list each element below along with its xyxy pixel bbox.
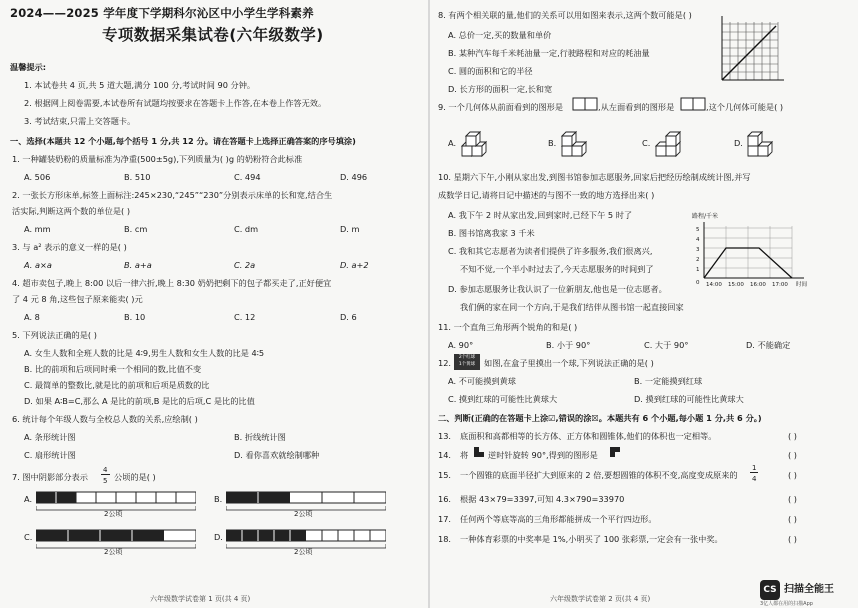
q15-number: 15. <box>438 470 452 480</box>
q1-option-d: D. 496 <box>340 172 368 182</box>
q6-option-d: D. 看你喜欢就绘制哪种 <box>234 450 320 460</box>
q4-option-b: B. 10 <box>124 312 146 322</box>
q14-paren: ( ) <box>788 450 797 460</box>
q12-number: 12. <box>438 358 452 368</box>
q4-option-a: A. 8 <box>24 312 40 322</box>
q9-label-b: B. <box>548 138 557 148</box>
q17-number: 17. <box>438 514 452 524</box>
q15-frac-bar <box>750 472 758 473</box>
q6-stem: 6. 统计每个年级人数与全校总人数的关系,应绘制( ) <box>12 414 198 424</box>
q10-option-c-1: C. 我和其它志愿者为读者们提供了许多服务,我们很离兴, <box>448 246 653 256</box>
tip-3: 3. 考试结束,只需上交答题卡。 <box>24 116 136 126</box>
q8-option-b: B. 某种汽车每千米耗油量一定,行驶路程和对应的耗油量 <box>448 48 650 58</box>
q10-ytick-5: 5 <box>696 227 700 233</box>
q16-number: 16. <box>438 494 452 504</box>
q7-label-d: D. <box>214 532 223 542</box>
q11-option-d: D. 不能确定 <box>746 340 791 350</box>
q13-paren: ( ) <box>788 431 797 441</box>
q7-label-a: A. <box>24 494 33 504</box>
q4-stem-line1: 4. 超市卖包子,晚上 8:00 以后一律六折,晚上 8:30 奶奶把剩下的包子都买走了,正好便宜 <box>12 278 332 288</box>
q18-text: 一种体育彩票的中奖率是 1%,小明买了 100 张彩票,一定会有一张中奖。 <box>460 534 723 544</box>
q10-ytick-2: 2 <box>696 257 700 263</box>
q9-front-view <box>572 97 598 111</box>
q10-graph-ylabel: 路程/千米 <box>692 213 719 220</box>
q5-stem: 5. 下列说法正确的是( ) <box>12 330 97 340</box>
scanner-watermark <box>760 578 852 606</box>
tip-2: 2. 根据网上阅卷需要,本试卷所有试题均按要求在答题卡上作答,在本卷上作答无效。 <box>24 98 327 108</box>
q10-option-d-1: D. 参加志愿服务让我认识了一位新朋友,他也是一位志愿者。 <box>448 284 667 294</box>
q6-option-b: B. 折线统计图 <box>234 432 286 442</box>
q4-option-d: D. 6 <box>340 312 357 322</box>
q7-label-c: C. <box>24 532 33 542</box>
q8-graph <box>714 14 786 88</box>
q10-ytick-4: 4 <box>696 237 700 243</box>
scanner-app-name: 扫描全能王 <box>784 584 834 595</box>
q13-number: 13. <box>438 431 452 441</box>
q14-text-b: 逆时针旋转 90°,得到的图形是 <box>488 450 598 460</box>
q5-option-a: A. 女生人数和全班人数的比是 4∶9,男生人数和女生人数的比是 4∶5 <box>24 348 265 358</box>
q3-option-b: B. a+a <box>124 260 152 270</box>
q12-option-d: D. 摸到红球的可能性比黄球大 <box>634 394 744 404</box>
q10-ytick-3: 3 <box>696 247 700 253</box>
q8-option-c: C. 圆的面积和它的半径 <box>448 66 533 76</box>
q15-frac-den: 4 <box>752 475 757 483</box>
q12-box-line-1: 2个红球 <box>458 355 476 360</box>
q15-frac-num: 1 <box>752 464 757 472</box>
q5-option-d: D. 如果 A∶B=C,那么 A 是比的前项,B 是比的后项,C 是比的比值 <box>24 396 255 406</box>
q10-xtick-1400: 14:00 <box>706 282 722 288</box>
tips-title: 温馨提示: <box>10 62 47 72</box>
q14-number: 14. <box>438 450 452 460</box>
q2-stem-line1: 2. 一张长方形床单,标签上面标注:245×230,“245”“230”分别表示床单的长和宽,结合生 <box>12 190 333 200</box>
q7-unit-c: 2公顷 <box>104 548 123 556</box>
q2-option-c: C. dm <box>234 224 259 234</box>
q3-option-a: A. a×a <box>24 260 52 270</box>
q12-stem: 如图,在盒子里摸出一个球,下列说法正确的是( ) <box>484 358 654 368</box>
q10-option-c-2: 不知不觉,一个半小时过去了,今天志愿服务的时间到了 <box>460 264 654 274</box>
q3-option-d: D. a+2 <box>340 260 369 270</box>
exam-header: 2024——2025 学年度下学期科尔沁区中小学生学科素养 <box>10 6 314 20</box>
q10-xtick-1700: 17:00 <box>772 282 788 288</box>
q12-option-b: B. 一定能摸到红球 <box>634 376 703 386</box>
left-page-footer: 六年级数学试卷第 1 页(共 4 页) <box>150 595 251 603</box>
q10-graph <box>692 222 812 286</box>
q7-frac-den: 5 <box>103 477 108 485</box>
q12-option-a: A. 不可能摸到黄球 <box>448 376 516 386</box>
q9-stem-b: ,从左面看到的图形是 <box>598 102 675 112</box>
q13-text: 底面积和高都相等的长方体、正方体和圆锥体,他们的体积也一定相等。 <box>460 431 717 441</box>
right-page <box>430 0 858 608</box>
q10-origin: 0 <box>696 280 700 286</box>
scanner-tagline: 3亿人都在用的扫描App <box>760 601 813 607</box>
q9-left-view <box>680 97 706 111</box>
q7-label-b: B. <box>214 494 223 504</box>
q7-frac-num: 4 <box>103 466 108 474</box>
q8-option-d: D. 长方形的面积一定,长和宽 <box>448 84 553 94</box>
q5-option-b: B. 比的前项和后项同时乘一个相同的数,比值不变 <box>24 364 202 374</box>
q9-stem-a: 9. 一个几何体从前面看到的图形是 <box>438 102 564 112</box>
q7-stem-b: 公顷的是( ) <box>114 472 156 482</box>
q9-option-d-cubes <box>744 124 784 160</box>
q1-option-b: B. 510 <box>124 172 151 182</box>
section-1-title: 一、选择(本题共 12 个小题,每个括号 1 分,共 12 分。请在答题卡上选择正确答案的序号填涂) <box>10 136 356 146</box>
q10-ytick-1: 1 <box>696 267 700 273</box>
q10-graph-xlabel: 时间 <box>796 282 808 288</box>
q14-shape-rotated <box>608 445 622 459</box>
q10-xtick-1500: 15:00 <box>728 282 744 288</box>
q18-paren: ( ) <box>788 534 797 544</box>
q6-option-c: C. 扇形统计图 <box>24 450 76 460</box>
q9-option-c-cubes <box>652 128 692 160</box>
q7-unit-d: 2公顷 <box>294 548 313 556</box>
q14-text-a: 将 <box>460 450 469 460</box>
q4-option-c: C. 12 <box>234 312 256 322</box>
q7-frac-bar <box>101 474 110 475</box>
q9-option-a-cubes <box>458 128 492 160</box>
q11-option-a: A. 90° <box>448 340 474 350</box>
q1-option-c: C. 494 <box>234 172 261 182</box>
q5-option-c: C. 最简单的整数比,就是比的前项和后项是质数的比 <box>24 380 210 390</box>
exam-title: 专项数据采集试卷(六年级数学) <box>102 26 324 44</box>
q7-unit-a: 2公顷 <box>104 510 123 518</box>
q10-line-2: 成数学日记,请将日记中描述的与图不一致的地方选择出来( ) <box>438 190 655 200</box>
q9-label-a: A. <box>448 138 457 148</box>
q10-option-a: A. 我下午 2 时从家出发,回到家时,已经下午 5 时了 <box>448 210 633 220</box>
q8-option-a: A. 总价一定,买的数量和单价 <box>448 30 552 40</box>
q18-number: 18. <box>438 534 452 544</box>
q2-option-b: B. cm <box>124 224 148 234</box>
q4-stem-line2: 了 4 元 8 角,这些包子原来能卖( )元 <box>12 294 143 304</box>
q12-option-c: C. 摸到红球的可能性比黄球大 <box>448 394 558 404</box>
q2-option-d: D. m <box>340 224 360 234</box>
q9-label-c: C. <box>642 138 651 148</box>
q15-paren: ( ) <box>788 470 797 480</box>
q12-box-line-2: 1个黄球 <box>458 362 476 367</box>
q7-stem-a: 7. 图中阴影部分表示 <box>12 472 88 482</box>
q2-option-a: A. mm <box>24 224 51 234</box>
q11-option-b: B. 小于 90° <box>546 340 591 350</box>
q15-text: 一个圆锥的底面半径扩大到原来的 2 倍,要想圆锥的体积不变,高度变成原来的 <box>460 470 738 480</box>
q17-paren: ( ) <box>788 514 797 524</box>
q10-option-b: B. 图书馆离我家 3 千米 <box>448 228 535 238</box>
q9-stem-c: ,这个几何体可能是( ) <box>706 102 784 112</box>
q2-stem-line2: 活实际,判断这两个数的单位是( ) <box>12 206 131 216</box>
q3-stem: 3. 与 a² 表示的意义一样的是( ) <box>12 242 127 252</box>
q9-option-b-cubes <box>558 128 598 160</box>
q16-text: 根据 43×79=3397,可知 4.3×790=33970 <box>460 494 625 504</box>
q11-option-c: C. 大于 90° <box>644 340 689 350</box>
q17-text: 任何两个等底等高的三角形都能拼成一个平行四边形。 <box>460 514 657 524</box>
q11-stem: 11. 一个直角三角形两个锐角的和是( ) <box>438 322 578 332</box>
q8-stem: 8. 有两个相关联的量,他们的关系可以用如图来表示,这两个数可能是( ) <box>438 10 692 20</box>
section-2-title: 二、判断(正确的在答题卡上涂☑,错误的涂☒。本题共有 6 个小题,每小题 1 分,共 6 分。) <box>438 413 762 423</box>
q9-label-d: D. <box>734 138 743 148</box>
q1-stem: 1. 一种罐装奶粉的质量标准为净重(500±5g),下列质量为( )g 的奶粉符合此标准 <box>12 154 303 164</box>
q6-option-a: A. 条形统计图 <box>24 432 76 442</box>
q3-option-c: C. 2a <box>234 260 256 270</box>
q10-line-1: 10. 星期六下午,小刚从家出发,到图书馆参加志愿服务,回家后把经历绘制成统计图,并写 <box>438 172 751 182</box>
tip-1: 1. 本试卷共 4 页,共 5 道大题,满分 100 分,考试时间 90 分钟。 <box>24 80 256 90</box>
right-page-footer: 六年级数学试卷第 2 页(共 4 页) <box>550 595 651 603</box>
q7-unit-b: 2公顷 <box>294 510 313 518</box>
scanner-logo-icon: CS <box>760 580 780 600</box>
q1-option-a: A. 506 <box>24 172 51 182</box>
q16-paren: ( ) <box>788 494 797 504</box>
q12-ball-box <box>454 354 480 370</box>
q10-xtick-1600: 16:00 <box>750 282 766 288</box>
left-page <box>0 0 428 608</box>
q10-option-d-2: 我们俩的家在同一个方向,于是我们结伴从图书馆一起直接回家 <box>460 302 684 312</box>
q14-shape-original <box>472 445 486 459</box>
